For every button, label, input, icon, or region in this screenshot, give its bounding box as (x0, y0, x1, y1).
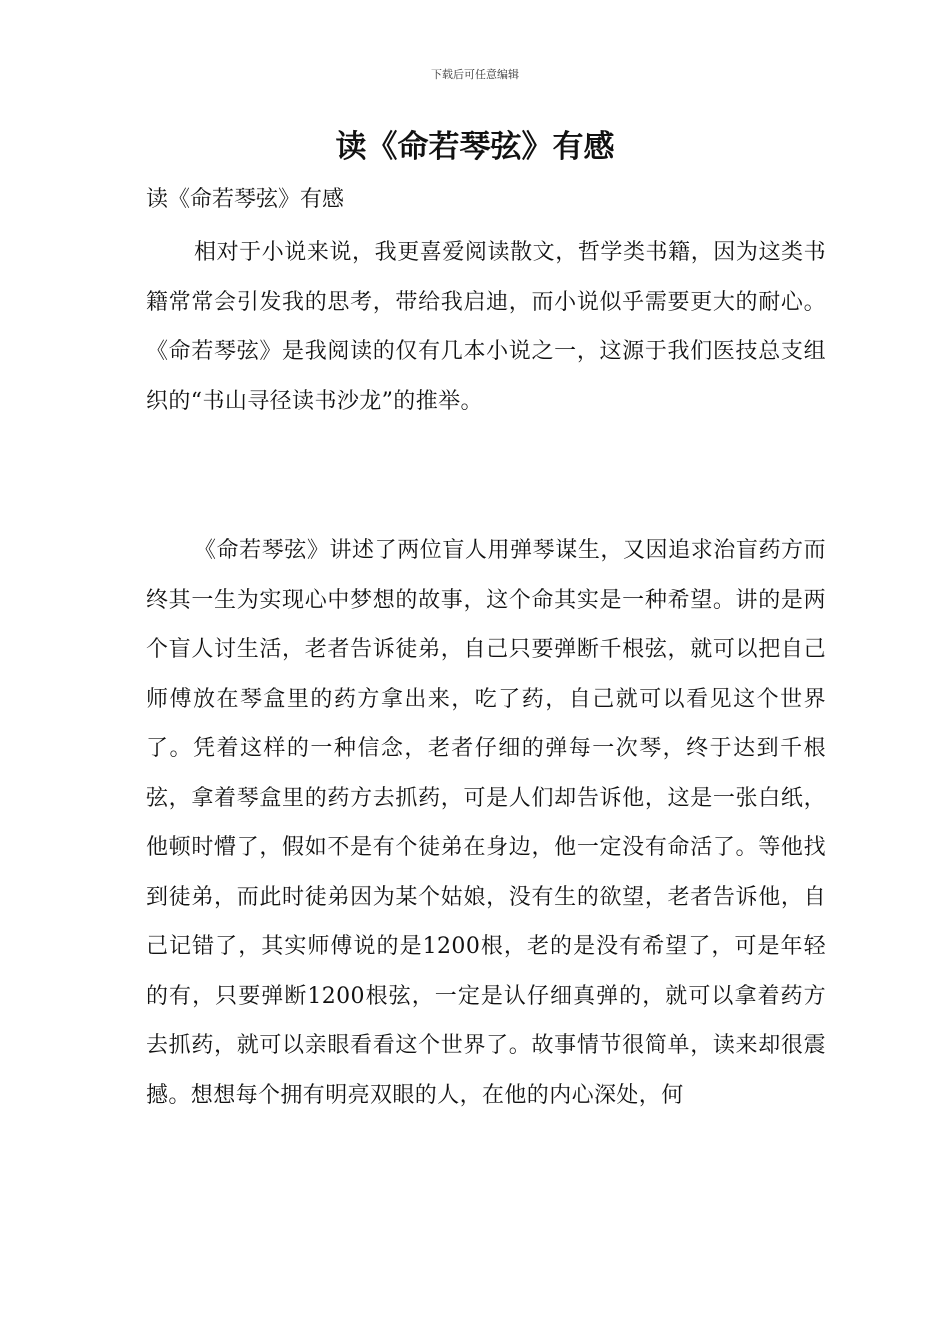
paragraph-2: 《命若琴弦》讲述了两位盲人用弹琴谋生，又因追求治盲药方而终其一生为实现心中梦想的故事，这个命其实是一种希望。讲的是两个盲人讨生活，老者告诉徒弟，自己只要弹断千根弦，就可以把自己师傅放在琴盒里的药方拿出来，吃了药，自己就可以看见这个世界了。凭着这样的一种信念，老者仔细的弹每一次琴，终于达到千根弦，拿着琴盒里的药方去抓药，可是人们却告诉他，这是一张白纸，他顿时懵了，假如不是有个徒弟在身边，他一定没有命活了。等他找到徒弟，而此时徒弟因为某个姑娘，没有生的欲望，老者告诉他，自己记错了，其实师傅说的是1200根，老的是没有希望了，可是年轻的有，只要弹断1200根弦，一定是认仔细真弹的，就可以拿着药方去抓药，就可以亲眼看看这个世界了。故事情节很简单，读来却很震撼。想想每个拥有明亮双眼的人，在他的内心深处，何 (146, 538, 826, 1108)
header-note: 下载后可任意编辑 (431, 68, 519, 81)
document-title: 读《命若琴弦》有感 (335, 129, 615, 165)
paragraph-1: 相对于小说来说，我更喜爱阅读散文，哲学类书籍，因为这类书籍常常会引发我的思考，带给我启迪，而小说似乎需要更大的耐心。《命若琴弦》是我阅读的仅有几本小说之一，这源于我们医技总支组织的“书山寻径读书沙龙”的推举。 (146, 240, 826, 414)
document-subtitle: 读《命若琴弦》有感 (146, 187, 345, 212)
